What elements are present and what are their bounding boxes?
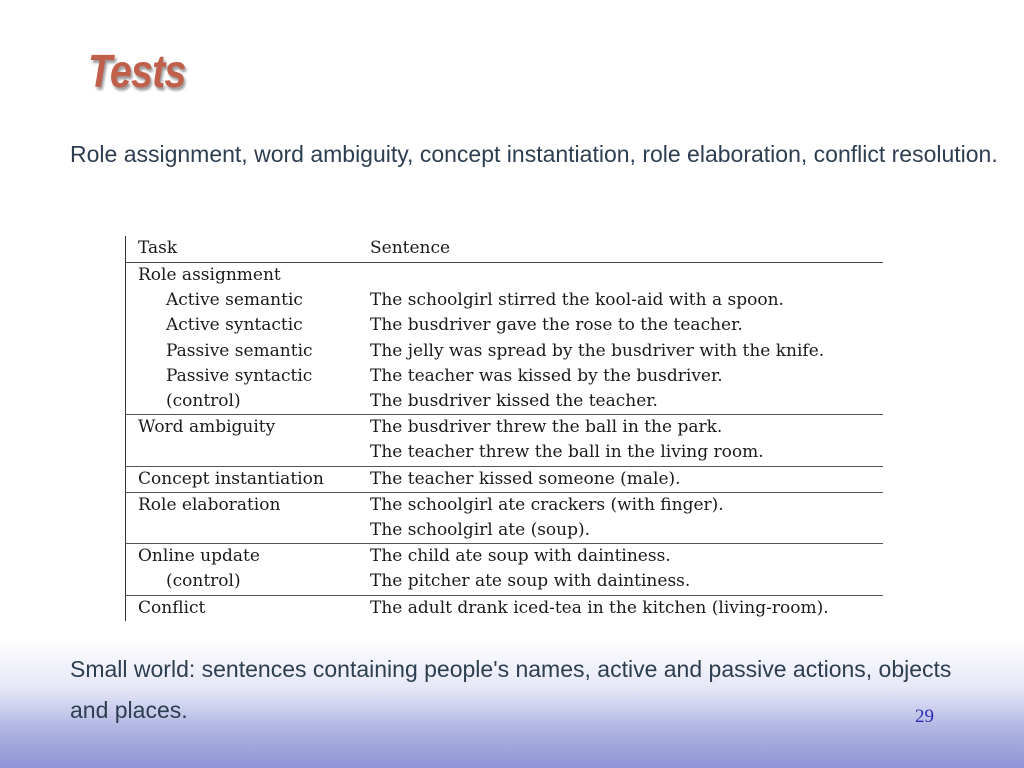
sentence-cell xyxy=(358,263,883,289)
outro-text: Small world: sentences containing people's names, active and passive actions, objects and places. xyxy=(70,656,952,723)
table-row xyxy=(126,466,884,492)
sentence-cell: The busdriver kissed the teacher. xyxy=(370,391,658,412)
task-cell: (control) xyxy=(166,391,241,412)
table-row xyxy=(126,415,884,441)
sentence-column-header: Sentence xyxy=(358,236,883,263)
sentence-cell: The pitcher ate soup with daintiness. xyxy=(370,571,691,592)
task-cell: (control) xyxy=(166,571,241,592)
task-cell: Concept instantiation xyxy=(126,466,359,492)
slide-title: Tests xyxy=(88,45,186,97)
task-cell: Passive syntactic xyxy=(166,365,313,386)
sentence-cell: The jelly was spread by the busdriver with the knife. xyxy=(370,340,825,361)
table-header-row xyxy=(126,236,884,263)
table-row xyxy=(126,263,884,289)
sentence-cell: The teacher was kissed by the busdriver. xyxy=(370,365,723,386)
table-row xyxy=(126,339,884,364)
task-cell xyxy=(126,440,359,466)
task-cell: Role assignment xyxy=(138,265,281,285)
task-cell: Word ambiguity xyxy=(126,415,359,441)
task-cell: Active syntactic xyxy=(166,315,303,336)
sentence-cell: The schoolgirl ate (soup). xyxy=(370,520,591,541)
sentence-cell: The schoolgirl ate crackers (with finger). xyxy=(358,492,883,518)
task-cell xyxy=(126,518,359,544)
task-column-header: Task xyxy=(126,236,359,263)
task-cell: Active semantic xyxy=(166,290,303,311)
sentence-cell: The child ate soup with daintiness. xyxy=(358,544,883,570)
sentence-cell: The teacher threw the ball in the living room. xyxy=(370,442,764,463)
table-row xyxy=(126,544,884,570)
table-row xyxy=(126,518,884,544)
intro-text: Role assignment, word ambiguity, concept instantiation, role elaboration, conflict resolution. xyxy=(70,141,998,167)
task-cell: Conflict xyxy=(126,595,359,621)
sentence-cell: The teacher kissed someone (male). xyxy=(358,466,883,492)
page-number: 29 xyxy=(915,706,934,727)
task-table xyxy=(125,236,883,621)
table-row xyxy=(126,492,884,518)
sentence-cell: The adult drank iced-tea in the kitchen (living-room). xyxy=(358,595,883,621)
table-row xyxy=(126,440,884,466)
sentence-cell: The busdriver gave the rose to the teacher. xyxy=(370,315,743,336)
task-cell: Role elaboration xyxy=(126,492,359,518)
table-row xyxy=(126,569,884,595)
table-row xyxy=(126,595,884,621)
table-row xyxy=(126,364,884,389)
table-row xyxy=(126,389,884,415)
task-cell: Passive semantic xyxy=(166,340,313,361)
table-row xyxy=(126,288,884,313)
table-row xyxy=(126,313,884,338)
sentence-cell: The schoolgirl stirred the kool-aid with a spoon. xyxy=(370,290,784,311)
sentence-cell: The busdriver threw the ball in the park. xyxy=(358,415,883,441)
task-cell: Online update xyxy=(126,544,359,570)
